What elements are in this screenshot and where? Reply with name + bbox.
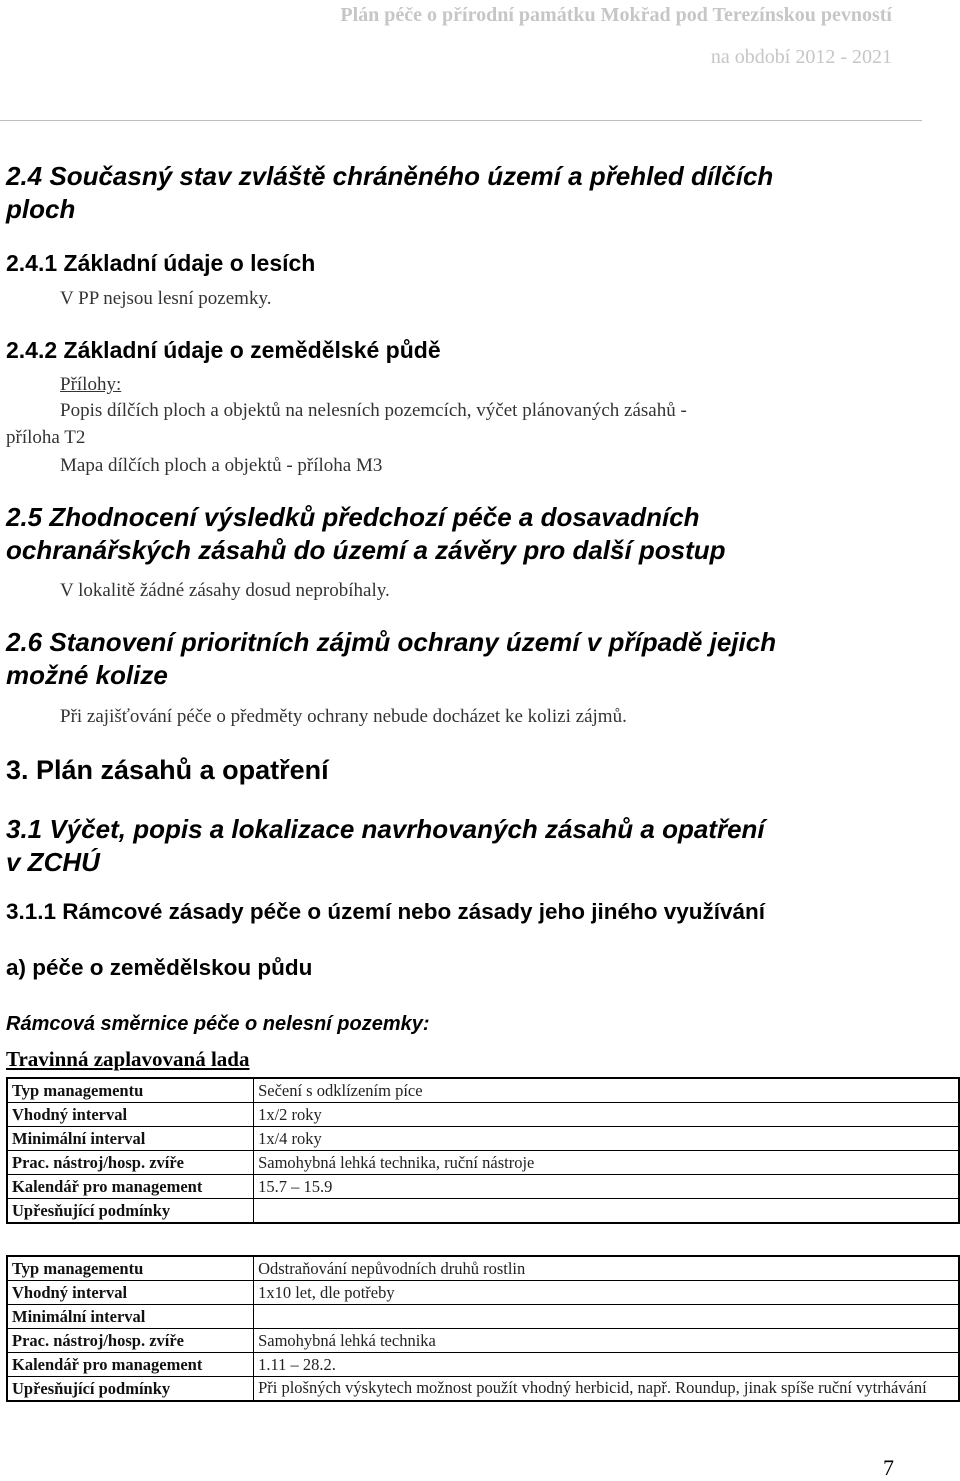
row-value bbox=[254, 1199, 959, 1224]
row-label: Upřesňující podmínky bbox=[7, 1377, 254, 1402]
row-value: 1x/2 roky bbox=[254, 1103, 959, 1127]
heading-a-farmland-care: a) péče o zemědělskou půdu bbox=[6, 955, 313, 980]
row-label: Upřesňující podmínky bbox=[7, 1199, 254, 1224]
row-label: Prac. nástroj/hosp. zvíře bbox=[7, 1329, 254, 1353]
heading-3: 3. Plán zásahů a opatření bbox=[6, 755, 329, 785]
table-row bbox=[7, 1353, 959, 1377]
row-label: Minimální interval bbox=[7, 1305, 254, 1329]
table-row bbox=[7, 1329, 959, 1353]
row-value bbox=[254, 1305, 959, 1329]
heading-2-4-2: 2.4.2 Základní údaje o zemědělské půdě bbox=[6, 337, 441, 363]
attachments-label: Přílohy: bbox=[60, 374, 122, 395]
heading-3-1-line2: v ZCHÚ bbox=[6, 847, 100, 877]
row-value: 1x/4 roky bbox=[254, 1127, 959, 1151]
page-number: 7 bbox=[883, 1455, 894, 1480]
row-label: Typ managementu bbox=[7, 1256, 254, 1281]
table-row bbox=[7, 1256, 959, 1281]
table-row bbox=[7, 1281, 959, 1305]
row-value: Při plošných výskytech možnost použít vhodný herbicid, např. Roundup, jinak spíše ruční vytrhávání bbox=[254, 1377, 959, 1402]
row-value: 1x10 let, dle potřeby bbox=[254, 1281, 959, 1305]
row-value: Samohybná lehká technika bbox=[254, 1329, 959, 1353]
table-row bbox=[7, 1175, 959, 1199]
attachments-line3: Mapa dílčích ploch a objektů - příloha M3 bbox=[60, 455, 383, 476]
row-label: Typ managementu bbox=[7, 1078, 254, 1103]
table-row bbox=[7, 1377, 959, 1402]
grassland-type-heading: Travinná zaplavovaná lada bbox=[6, 1047, 250, 1071]
document-header-period: na období 2012 - 2021 bbox=[710, 46, 892, 68]
management-table-invasive-removal bbox=[6, 1255, 960, 1402]
heading-2-4-line1: 2.4 Současný stav zvláště chráněného území a přehled dílčích bbox=[6, 161, 774, 191]
heading-3-1-line1: 3.1 Výčet, popis a lokalizace navrhovaných zásahů a opatření bbox=[6, 814, 765, 844]
heading-2-6-line2: možné kolize bbox=[6, 660, 168, 690]
row-value: Sečení s odklízením píce bbox=[254, 1078, 959, 1103]
table-row bbox=[7, 1151, 959, 1175]
row-value: Samohybná lehká technika, ruční nástroje bbox=[254, 1151, 959, 1175]
heading-2-4-1: 2.4.1 Základní údaje o lesích bbox=[6, 250, 316, 276]
table-row bbox=[7, 1078, 959, 1103]
attachments-line1: Popis dílčích ploch a objektů na nelesních pozemcích, výčet plánovaných zásahů - bbox=[60, 400, 687, 421]
text-2-4-1: V PP nejsou lesní pozemky. bbox=[60, 288, 272, 309]
table-row bbox=[7, 1127, 959, 1151]
row-value: 15.7 – 15.9 bbox=[254, 1175, 959, 1199]
row-label: Vhodný interval bbox=[7, 1103, 254, 1127]
header-divider bbox=[0, 120, 922, 121]
row-label: Minimální interval bbox=[7, 1127, 254, 1151]
heading-2-4-line2: ploch bbox=[6, 194, 76, 224]
table-row bbox=[7, 1103, 959, 1127]
attachments-line2: příloha T2 bbox=[6, 427, 86, 448]
text-2-5: V lokalitě žádné zásahy dosud neprobíhaly. bbox=[60, 580, 390, 601]
framework-guideline-heading: Rámcová směrnice péče o nelesní pozemky: bbox=[6, 1013, 430, 1035]
document-header-title: Plán péče o přírodní památku Mokřad pod Terezínskou pevností bbox=[340, 4, 892, 26]
row-value: Odstraňování nepůvodních druhů rostlin bbox=[254, 1256, 959, 1281]
table-row bbox=[7, 1199, 959, 1224]
row-label: Kalendář pro management bbox=[7, 1353, 254, 1377]
row-label: Kalendář pro management bbox=[7, 1175, 254, 1199]
heading-3-1-1: 3.1.1 Rámcové zásady péče o území nebo zásady jeho jiného využívání bbox=[6, 899, 766, 924]
heading-2-5-line2: ochranářských zásahů do území a závěry pro další postup bbox=[6, 535, 726, 565]
row-label: Prac. nástroj/hosp. zvíře bbox=[7, 1151, 254, 1175]
heading-2-6-line1: 2.6 Stanovení prioritních zájmů ochrany území v případě jejich bbox=[6, 627, 777, 657]
table-row bbox=[7, 1305, 959, 1329]
text-2-6: Při zajišťování péče o předměty ochrany nebude docházet ke kolizi zájmů. bbox=[60, 706, 627, 727]
management-table-mowing bbox=[6, 1077, 960, 1224]
row-label: Vhodný interval bbox=[7, 1281, 254, 1305]
heading-2-5-line1: 2.5 Zhodnocení výsledků předchozí péče a dosavadních bbox=[6, 502, 700, 532]
row-value: 1.11 – 28.2. bbox=[254, 1353, 959, 1377]
